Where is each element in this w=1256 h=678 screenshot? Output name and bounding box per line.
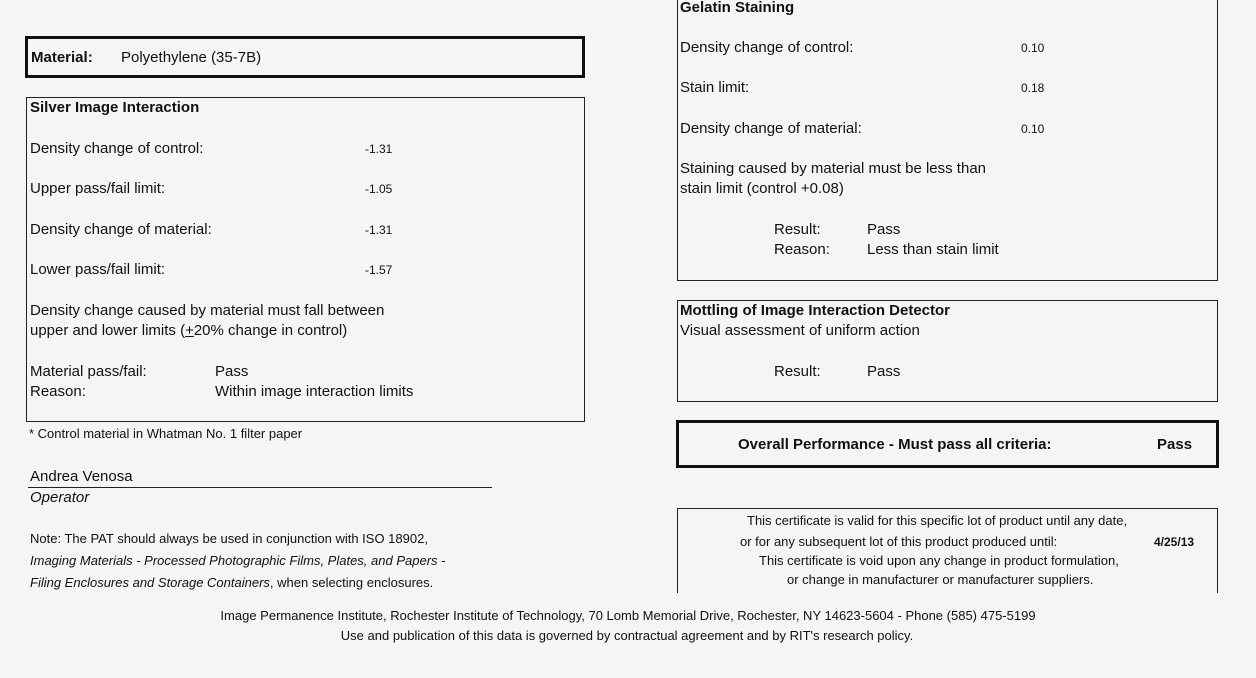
silver-criteria-pre: upper and lower limits ( [30, 322, 186, 339]
gelatin-staining-box [677, 0, 1218, 281]
certificate-box [677, 508, 1218, 593]
iso-note [30, 528, 445, 594]
iso-note-line3-italic: Filing Enclosures and Storage Containers [30, 575, 270, 590]
material-label: Material: [31, 49, 93, 66]
certificate-line1: This certificate is valid for this specific lot of product until any date, [747, 513, 1128, 528]
mottling-box [677, 300, 1218, 402]
operator-role: Operator [30, 489, 90, 506]
gelatin-title: Gelatin Staining [680, 0, 795, 16]
material-box [25, 36, 585, 78]
footer-address: Image Permanence Institute, Rochester Institute of Technology, 70 Lomb Memorial Drive, Rochester, NY 14623-5604 - Phone (585) 475-5199 [220, 608, 1036, 623]
silver-criteria-line1: Density change caused by material must fall between [30, 302, 385, 319]
gelatin-row-label: Density change of material: [680, 120, 862, 137]
silver-criteria-line2 [30, 321, 347, 341]
material-value: Polyethylene (35-7B) [121, 49, 262, 66]
gelatin-reason-label: Reason: [774, 241, 830, 258]
silver-criteria-post: 20% change in control) [193, 322, 348, 339]
signature-line [28, 487, 492, 488]
mottling-title: Mottling of Image Interaction Detector [680, 302, 951, 319]
material-pass-fail-value: Pass [215, 363, 249, 380]
certificate-line2: or for any subsequent lot of this product produced until: [740, 534, 1058, 549]
footer-policy: Use and publication of this data is governed by contractual agreement and by RIT's research policy. [340, 628, 914, 643]
silver-row-label: Upper pass/fail limit: [30, 180, 166, 197]
iso-note-line3-rest: , when selecting enclosures. [269, 575, 434, 590]
silver-row-label: Density change of control: [30, 140, 204, 157]
gelatin-row-value: 0.18 [1021, 81, 1045, 95]
mottling-subtitle: Visual assessment of uniform action [680, 322, 920, 339]
gelatin-criteria-line1: Staining caused by material must be less than [680, 160, 986, 177]
certificate-line3: This certificate is void upon any change in product formulation, [759, 553, 1119, 568]
gelatin-row-value: 0.10 [1021, 122, 1045, 136]
gelatin-row-label: Density change of control: [680, 39, 854, 56]
gelatin-row-value: 0.10 [1021, 41, 1045, 55]
gelatin-reason-value: Less than stain limit [867, 241, 999, 258]
silver-reason-label: Reason: [30, 383, 86, 400]
overall-performance-box [676, 420, 1219, 468]
mottling-result-label: Result: [774, 363, 821, 380]
gelatin-result-label: Result: [774, 221, 821, 238]
overall-value: Pass [1157, 436, 1193, 453]
silver-title: Silver Image Interaction [30, 99, 200, 116]
control-note: * Control material in Whatman No. 1 filter paper [29, 426, 303, 441]
iso-note-line3 [30, 572, 445, 594]
footer [0, 606, 1256, 646]
iso-note-line1: Note: The PAT should always be used in conjunction with ISO 18902, [30, 531, 428, 546]
mottling-result-value: Pass [867, 363, 901, 380]
operator-name: Andrea Venosa [30, 468, 133, 485]
certificate-line4: or change in manufacturer or manufacturer suppliers. [787, 572, 1094, 587]
overall-label: Overall Performance - Must pass all criteria: [738, 436, 1052, 453]
material-pass-fail-label: Material pass/fail: [30, 363, 147, 380]
silver-reason-value: Within image interaction limits [215, 383, 414, 400]
gelatin-criteria-line2: stain limit (control +0.08) [680, 180, 844, 197]
gelatin-row-label: Stain limit: [680, 79, 750, 96]
certificate-date: 4/25/13 [1154, 535, 1195, 549]
silver-row-value: -1.57 [365, 263, 393, 277]
silver-row-label: Lower pass/fail limit: [30, 261, 166, 278]
silver-row-value: -1.31 [365, 142, 393, 156]
silver-row-value: -1.05 [365, 182, 393, 196]
iso-note-line2: Imaging Materials - Processed Photographic Films, Plates, and Papers - [30, 553, 446, 568]
silver-row-value: -1.31 [365, 223, 393, 237]
silver-image-interaction-box [26, 97, 585, 422]
silver-row-label: Density change of material: [30, 221, 212, 238]
gelatin-result-value: Pass [867, 221, 901, 238]
plus-minus-symbol: + [185, 322, 194, 339]
